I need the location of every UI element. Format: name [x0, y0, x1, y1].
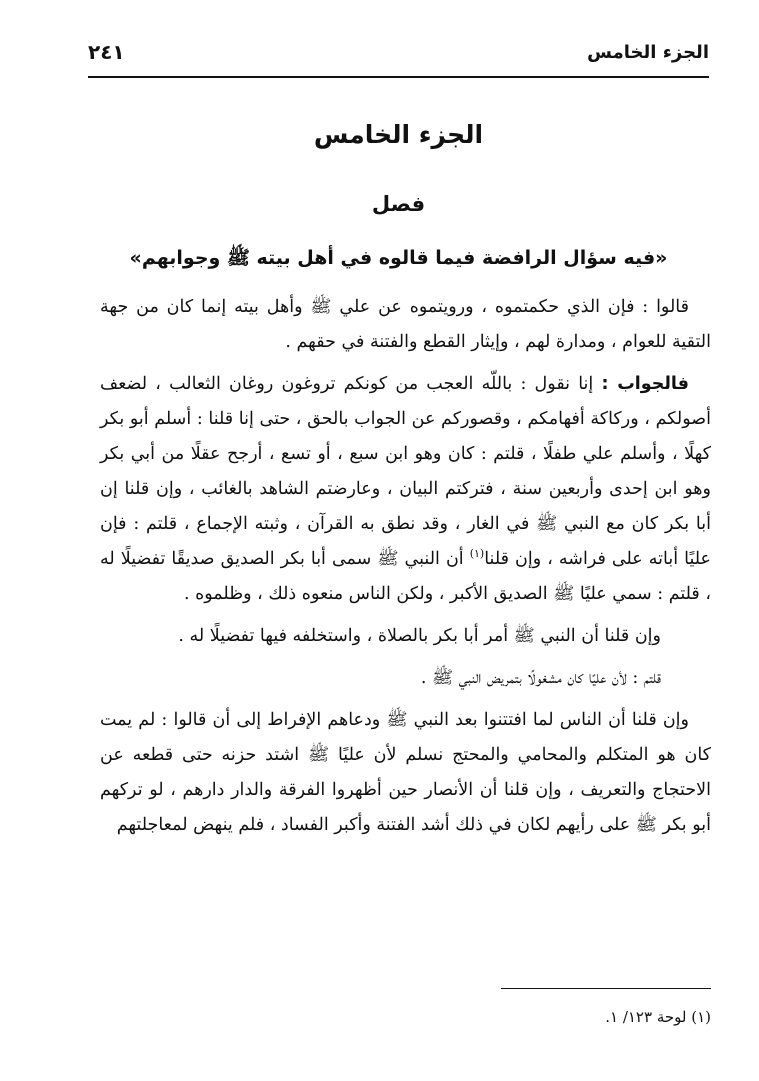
paragraph-4: قلتم : لأن عليًا كان مشغولًا بتمريض النبي ﷺ . — [420, 668, 661, 688]
paragraph-1: قالوا : فإن الذي حكمتموه ، ورويتموه عن علي ﷺ وأهل بيته إنما كان من جهة التقية للعوام ، ومدارة لهم ، وإيثار القطع والفتنة في حقهم . — [100, 297, 711, 352]
footnote-divider — [501, 988, 711, 989]
part-title: الجزء الخامس — [313, 120, 484, 149]
section-title: فصل — [371, 192, 426, 216]
running-title: الجزء الخامس — [587, 42, 709, 63]
footnote: (١) لوحة ١٢٣/ ١. — [605, 1008, 711, 1026]
body-text — [100, 290, 711, 843]
chapter-heading: «فيه سؤال الرافضة فيما قالوه في أهل بيته ﷺ وجوابهم» — [129, 247, 668, 269]
paragraph-2-part-b: أن النبي ﷺ سمى أبا بكر الصديق صديقًا تفضيلًا له ، قلتم : سمي عليًا ﷺ الصديق الأكبر ، ولكن الناس منعوه ذلك ، وظلموه . — [100, 549, 711, 604]
paragraph-2 — [100, 367, 711, 612]
paragraph-3: وإن قلنا أن النبي ﷺ أمر أبا بكر بالصلاة ، واستخلفه فيها تفضيلًا له . — [178, 626, 661, 646]
page-number: ٢٤١ — [88, 40, 125, 64]
answer-lead: فالجواب : — [601, 374, 689, 394]
footnote-reference: (١) — [469, 547, 485, 561]
paragraph-2-part-a: إنا نقول : باللّه العجب من كونكم تروغون روغان الثعالب ، لضعف أصولكم ، وركاكة أفهامكم ، وقصوركم عن الجواب بالحق ، حتى إنا قلنا : أسلم أبو بكر كهلًا ، وأسلم علي طفلًا ، قلتم : كان وهو ابن سبع ، أو تسع ، أرجح عقلًا من أبي بكر وهو ابن إحدى وأربعين سنة ، فتركتم البيان ، وعارضتم الشاهد بالغائب ، وإن قلنا إن أبا بكر كان مع النبي ﷺ في الغار ، وقد نطق به القرآن ، وثبته الإجماع ، قلتم : فإن عليًا أباته على فراشه ، وإن قلنا — [100, 374, 711, 569]
paragraph-5: وإن قلنا أن الناس لما افتتنوا بعد النبي ﷺ ودعاهم الإفراط إلى أن قالوا : لم يمت كان هو المتكلم والمحامي والمحتج نسلم لأن عليًا ﷺ اشتد حزنه حتى قطعه عن الاحتجاج والتعريف ، وإن قلنا أن الأنصار حين أظهروا الفرقة والدار دارهم ، لو تركهم أبو بكر ﷺ على رأيهم لكان في ذلك أشد الفتنة وأكبر الفساد ، فلم ينهض لمعاجلتهم — [100, 710, 711, 835]
running-head — [88, 36, 709, 78]
